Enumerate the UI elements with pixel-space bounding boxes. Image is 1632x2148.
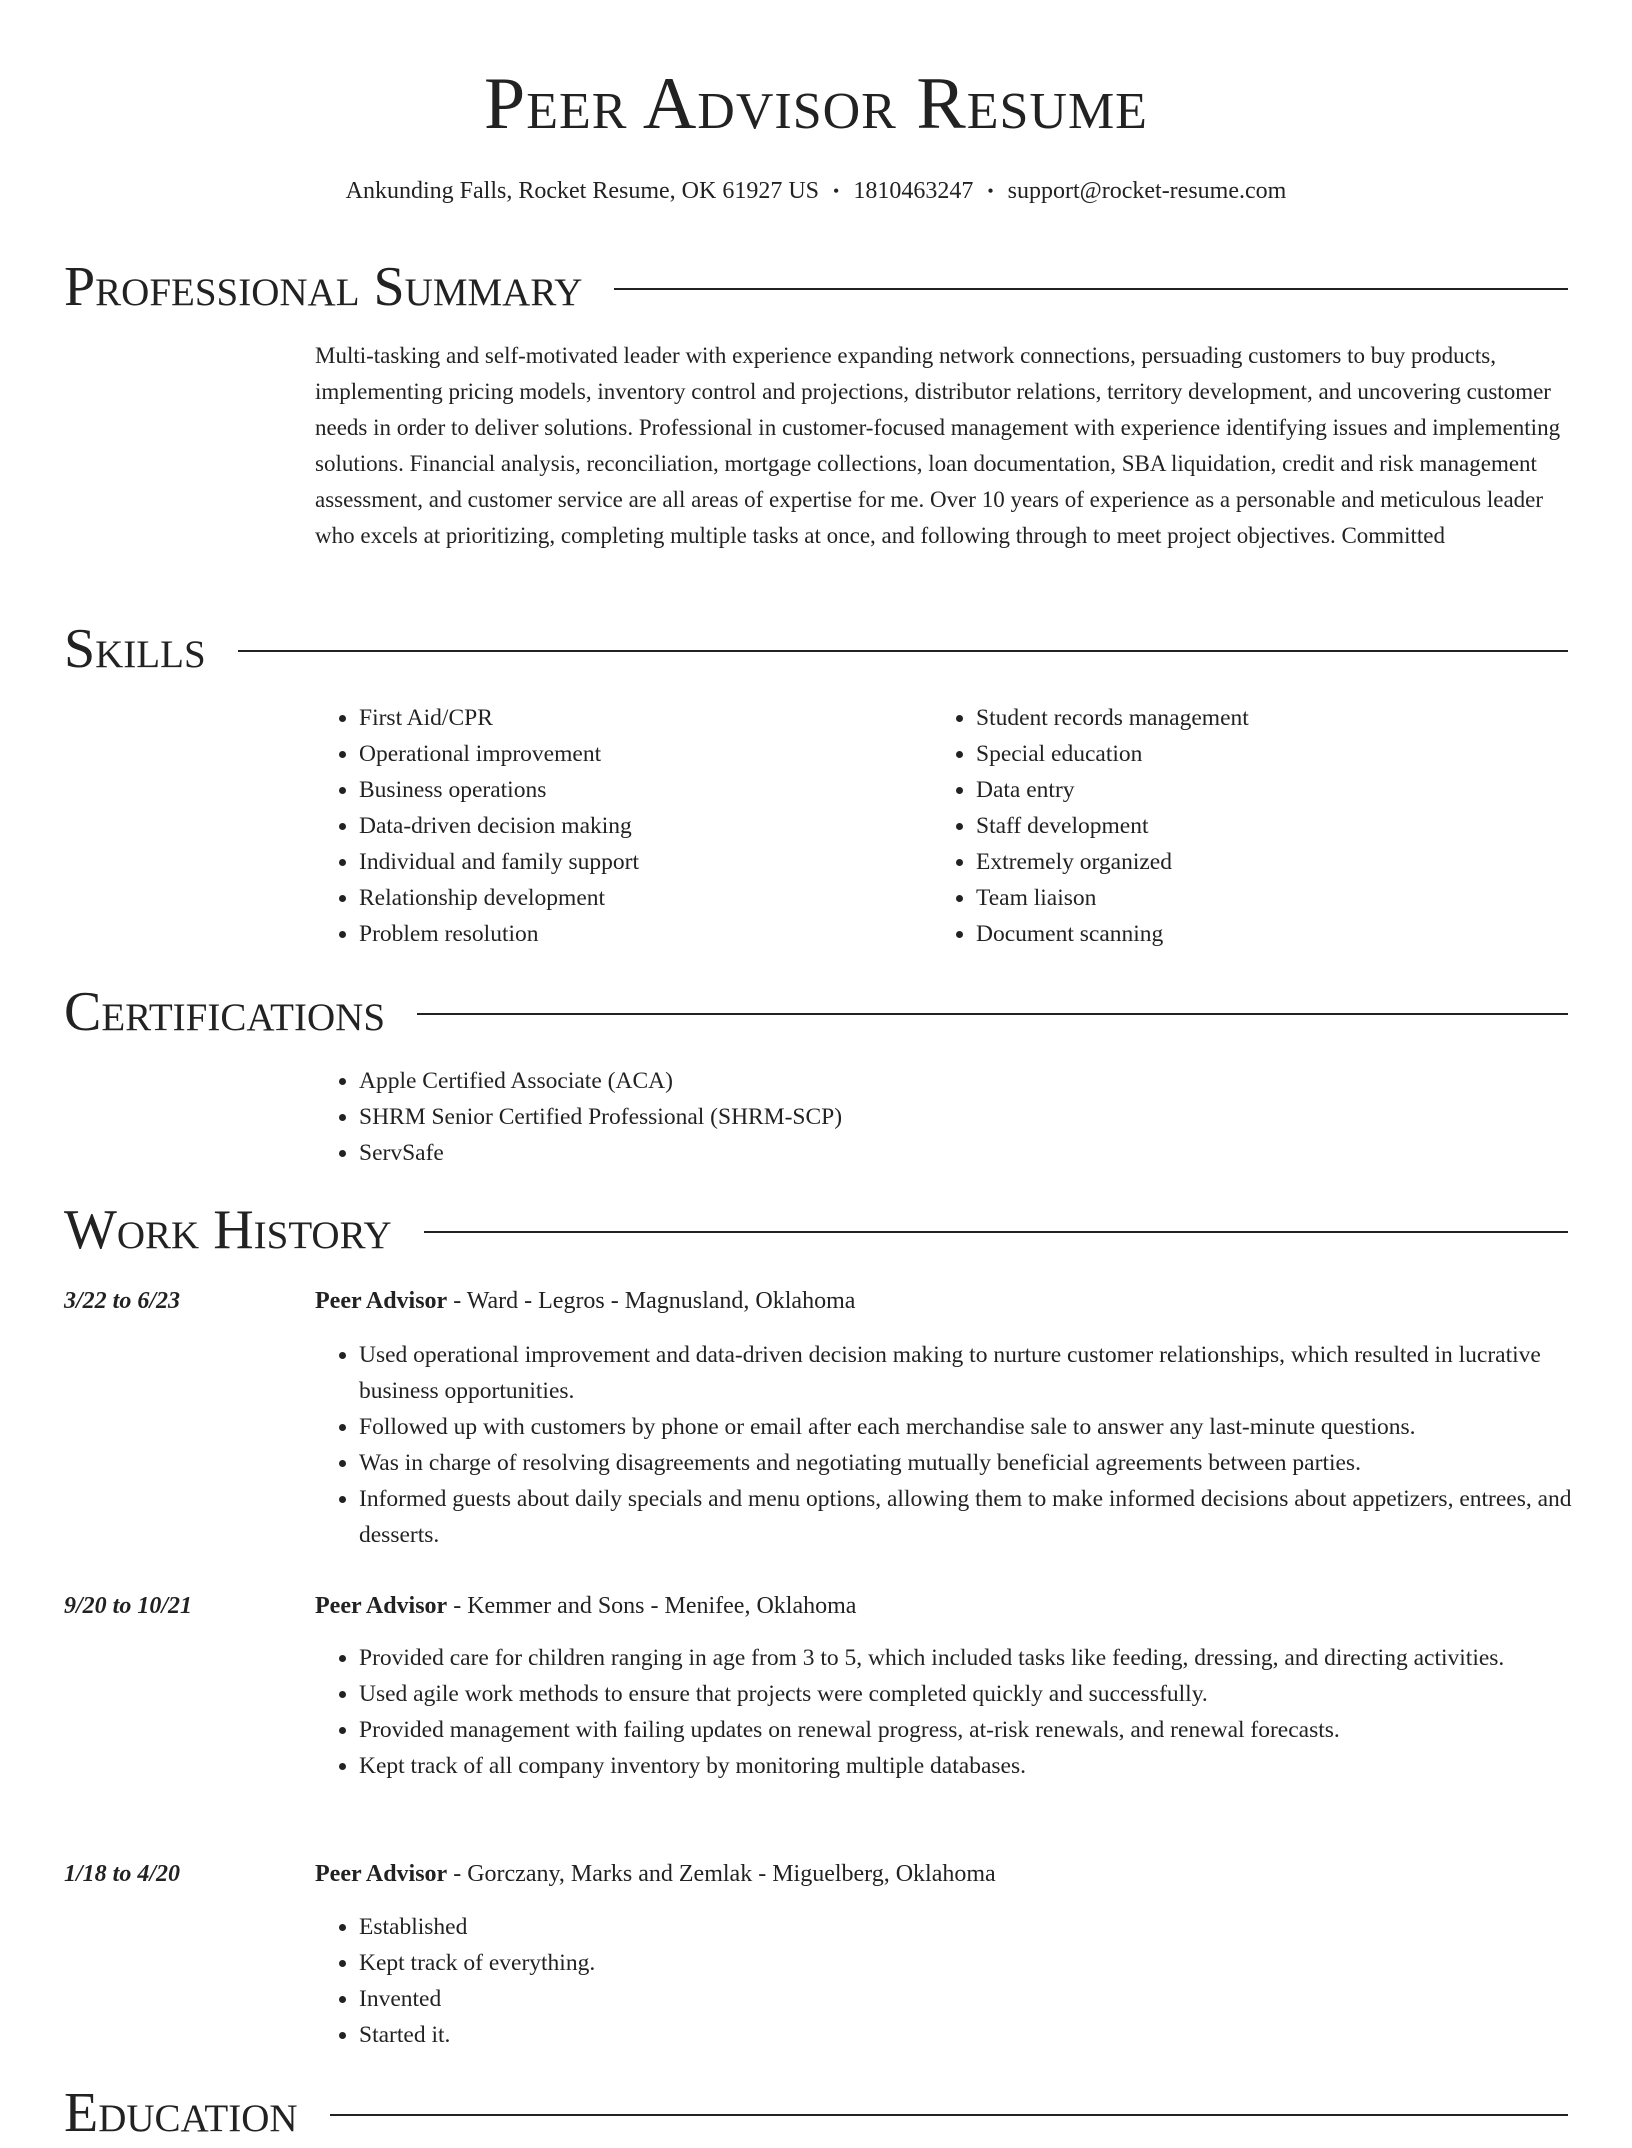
skill-item: • Team liaison [976, 880, 1532, 916]
section-divider [238, 650, 1568, 652]
section-title: Professional Summary [64, 256, 583, 318]
skill-item: • Special education [976, 736, 1532, 772]
section-heading-summary [64, 252, 1568, 322]
contact-separator: • [833, 181, 840, 201]
section-heading-work-history [64, 1195, 1568, 1265]
skill-item: • Operational improvement [359, 736, 875, 772]
duty-item: • Used agile work methods to ensure that projects were completed quickly and successfully. [359, 1676, 1585, 1712]
section-heading-skills [64, 614, 1568, 684]
contact-separator: • [987, 181, 994, 201]
job-employer: - Kemmer and Sons - Menifee, Oklahoma [447, 1593, 857, 1619]
skills-list [315, 700, 875, 952]
job-employer: - Ward - Legros - Magnusland, Oklahoma [447, 1288, 856, 1314]
job-heading [315, 1588, 856, 1624]
duties-list [315, 1337, 1585, 1553]
job-employer: - Gorczany, Marks and Zemlak - Miguelberg, Oklahoma [447, 1861, 996, 1887]
duty-item: • Established [359, 1909, 1585, 1945]
duty-item: • Used operational improvement and data-driven decision making to nurture customer relationships, which resulted in lucrative business opportunities. [359, 1337, 1585, 1409]
contact-address: Ankunding Falls, Rocket Resume, OK 61927 US [345, 178, 819, 204]
duty-item: • Kept track of all company inventory by monitoring multiple databases. [359, 1748, 1585, 1784]
skill-item: • Student records management [976, 700, 1532, 736]
duties-list [315, 1640, 1585, 1784]
job-dates: 3/22 to 6/23 [64, 1288, 181, 1314]
job-duties [315, 1909, 1585, 2053]
skill-item: • Data-driven decision making [359, 808, 875, 844]
duties-list [315, 1909, 1585, 2053]
duty-item: • Informed guests about daily specials and menu options, allowing them to make informed decisions about appetizers, entrees, and desserts. [359, 1481, 1585, 1553]
job-heading [315, 1283, 855, 1319]
skills-list [932, 700, 1532, 952]
duty-item: • Kept track of everything. [359, 1945, 1585, 1981]
section-title: Work History [64, 1199, 392, 1261]
section-divider [417, 1013, 1568, 1015]
section-divider [424, 1231, 1568, 1233]
section-divider [330, 2114, 1568, 2116]
certification-item: • SHRM Senior Certified Professional (SHRM-SCP) [359, 1099, 1515, 1135]
duty-item: • Started it. [359, 2017, 1585, 2053]
contact-email: support@rocket-resume.com [1007, 178, 1287, 204]
certifications-block [315, 1063, 1515, 1171]
section-heading-certifications [64, 977, 1568, 1047]
skill-item: • Relationship development [359, 880, 875, 916]
certification-item: • ServSafe [359, 1135, 1515, 1171]
job-dates: 9/20 to 10/21 [64, 1593, 193, 1619]
job-duties [315, 1337, 1585, 1553]
skill-item: • Business operations [359, 772, 875, 808]
skill-item: • Extremely organized [976, 844, 1532, 880]
skill-item: • Document scanning [976, 916, 1532, 952]
skill-item: • Data entry [976, 772, 1532, 808]
job-role: Peer Advisor [315, 1288, 448, 1314]
skill-item: • Staff development [976, 808, 1532, 844]
skills-column-right [932, 700, 1532, 952]
contact-phone: 1810463247 [853, 178, 974, 204]
resume-title: Peer Advisor Resume [484, 63, 1148, 145]
skills-column-left [315, 700, 875, 952]
job-dates: 1/18 to 4/20 [64, 1861, 181, 1887]
skill-item: • First Aid/CPR [359, 700, 875, 736]
certification-item: • Apple Certified Associate (ACA) [359, 1063, 1515, 1099]
job-heading [315, 1856, 996, 1892]
duty-item: • Was in charge of resolving disagreements and negotiating mutually beneficial agreements between parties. [359, 1445, 1585, 1481]
job-duties [315, 1640, 1585, 1784]
contact-line [0, 175, 1632, 207]
summary-text: Multi-tasking and self-motivated leader with experience expanding network connections, persuading customers to buy products, implementing pricing models, inventory control and projections, distributor relations, territory development, and uncovering customer needs in order to deliver solutions. Professional in customer-focused management with experience identifying issues and implementing solutions. Financial analysis, reconciliation, mortgage collections, loan documentation, SBA liquidation, credit and risk management assessment, and customer service are all areas of expertise for me. Over 10 years of experience as a personable and meticulous leader who excels at prioritizing, completing multiple tasks at once, and following through to meet project objectives. Committed [315, 343, 1561, 548]
duty-item: • Invented [359, 1981, 1585, 2017]
skill-item: • Problem resolution [359, 916, 875, 952]
section-title: Education [64, 2082, 298, 2144]
duty-item: • Followed up with customers by phone or email after each merchandise sale to answer any last-minute questions. [359, 1409, 1585, 1445]
section-title: Certifications [64, 981, 386, 1043]
skill-item: • Individual and family support [359, 844, 875, 880]
section-heading-education [64, 2078, 1568, 2148]
duty-item: • Provided management with failing updates on renewal progress, at-risk renewals, and renewal forecasts. [359, 1712, 1585, 1748]
job-role: Peer Advisor [315, 1593, 448, 1619]
duty-item: • Provided care for children ranging in age from 3 to 5, which included tasks like feeding, dressing, and directing activities. [359, 1640, 1585, 1676]
job-role: Peer Advisor [315, 1861, 448, 1887]
certifications-list [315, 1063, 1515, 1171]
section-title: Skills [64, 618, 206, 680]
section-divider [614, 288, 1568, 290]
